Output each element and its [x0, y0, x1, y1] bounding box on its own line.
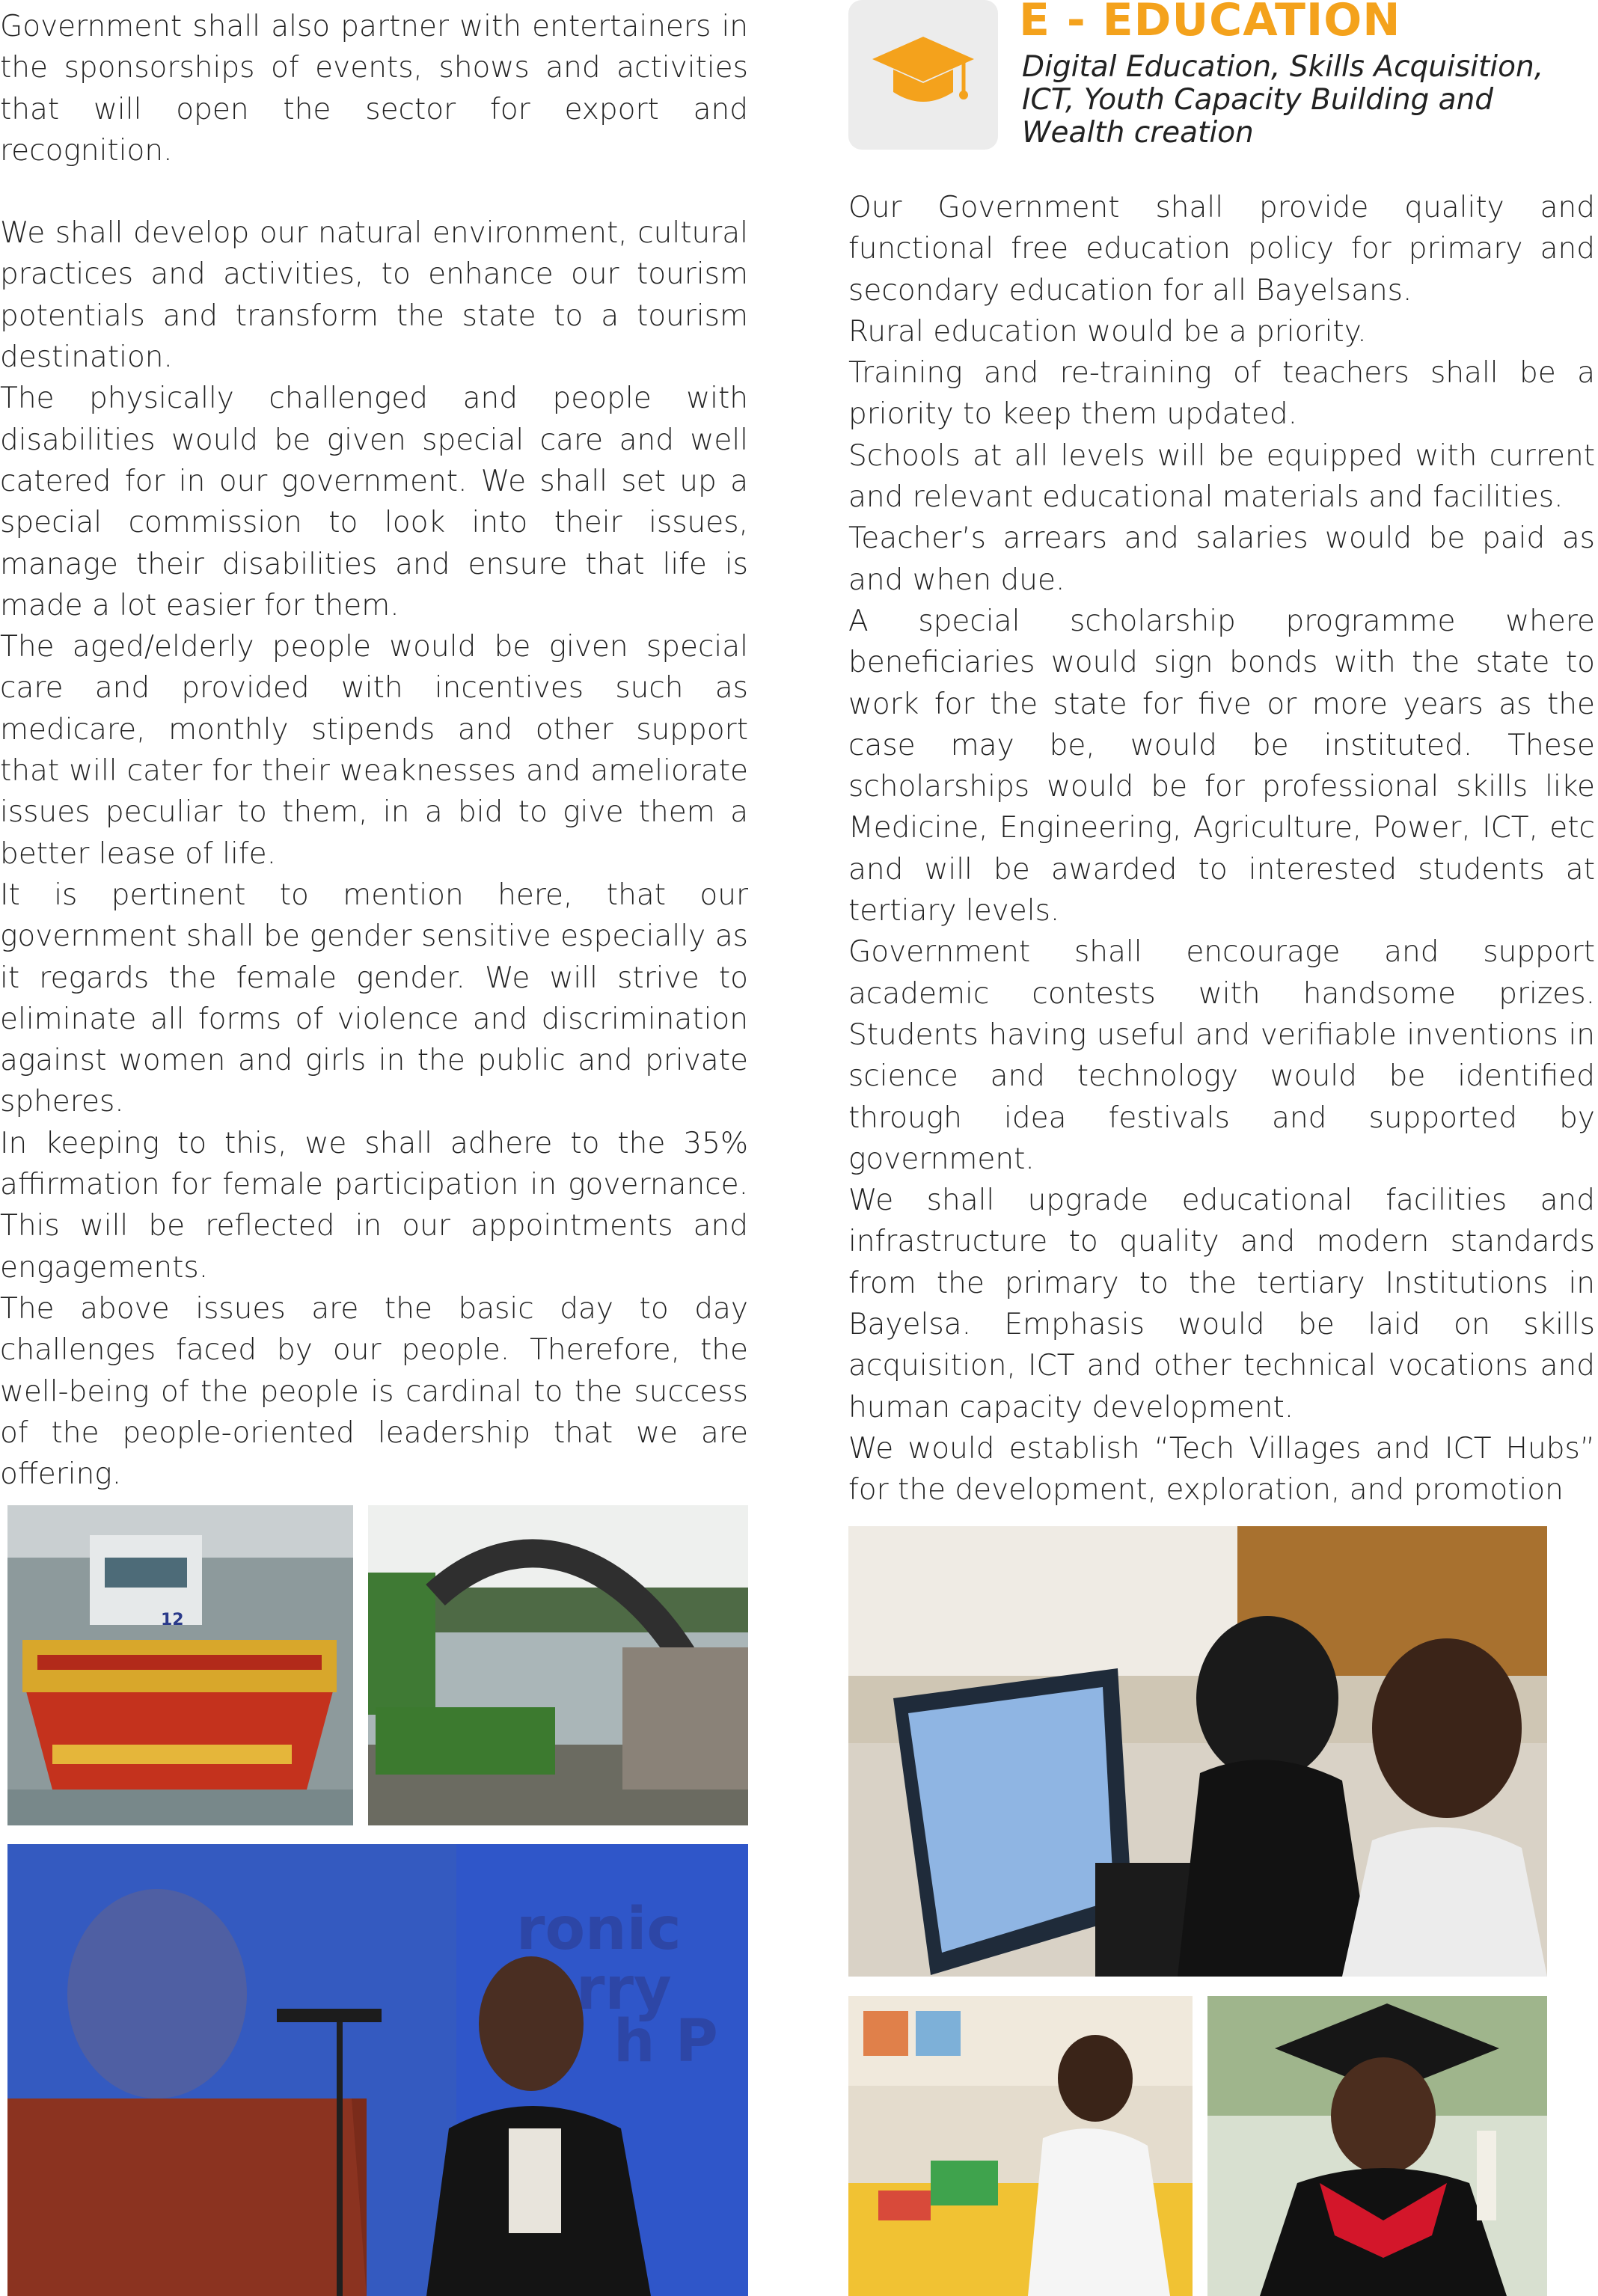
right-column [848, 187, 1595, 1511]
paragraph-wellbeing: The above issues are the basic day to day challenges faced by our people. Therefore, the well-being of the people is cardinal to the success of the people-oriented leadership that we are offering. [0, 1291, 748, 1492]
paragraph-gender: It is pertinent to mention here, that our government shall be gender sensitive especially as it regards the female gender. We will strive to eliminate all forms of violence and discrimination against women and girls in the public and private spheres. [0, 878, 748, 1119]
woman-speaker-photo [7, 1844, 748, 2296]
left-column [0, 6, 748, 1495]
paragraph-rural-education: Rural education would be a priority. [848, 314, 1367, 349]
banner-text-1: ronic [516, 1896, 682, 1963]
paragraph-tech-villages: We would establish “Tech Villages and ICT Hubs” for the development, exploration, and promotion [848, 1431, 1595, 1507]
banner-text-3: h P [613, 2008, 718, 2075]
section-title: E - EDUCATION [1019, 0, 1401, 46]
section-subtitle: Digital Education, Skills Acquisition, ICT, Youth Capacity Building and Wealth creation [1022, 50, 1544, 150]
children-classroom-photo [848, 1996, 1193, 2296]
boat-number: 12 [161, 1611, 184, 1629]
paragraph-elderly: The aged/elderly people would be given special care and provided with incentives such as medicare, monthly stipends and other support that will cater for their weaknesses and ameliorate issues peculiar to them, in a bid to give them a better lease of life. [0, 630, 748, 871]
paragraph-entertainment: Government shall also partner with entertainers in the sponsorships of events, shows and activities that will open the sector for export and recognition. [0, 10, 748, 168]
paragraph-disabilities: The physically challenged and people with disabilities would be given special care and well catered for in our government. We shall set up a special commission to look into their issues, manage their disabilities and ensure that life is made a lot easier for them. [0, 382, 748, 622]
paragraph-teacher-salaries: Teacher’s arrears and salaries would be paid as and when due. [848, 521, 1595, 597]
paragraph-facilities-upgrade: We shall upgrade educational facilities and infrastructure to quality and modern standards from the primary to the tertiary Institutions in Bayelsa. Emphasis would be laid on skills acquisition, ICT and other technical vocations and human capacity development. [848, 1184, 1595, 1424]
paragraph-teacher-training: Training and re-training of teachers shall be a priority to keep them updated. [848, 356, 1595, 432]
graduation-cap-icon [871, 34, 976, 116]
paragraph-affirmation: In keeping to this, we shall adhere to the 35% affirmation for female participation in governance. This will be reflected in our appointments and engagements. [0, 1126, 748, 1285]
dredging-machine-photo [368, 1505, 748, 1825]
paragraph-tourism: We shall develop our natural environment, cultural practices and activities, to enhance our tourism potentials and transform the state to a tourism destination. [0, 216, 748, 375]
paragraph-free-education: Our Government shall provide quality and functional free education policy for primary and secondary education for all Bayelsans. [848, 191, 1595, 307]
education-icon-box [848, 0, 998, 150]
banner-text-2: rry [576, 1956, 672, 2023]
students-at-computer-photo [848, 1526, 1547, 1977]
graduate-photo [1207, 1996, 1547, 2296]
boat-regatta-photo [7, 1505, 353, 1825]
paragraph-academic-contests: Government shall encourage and support academic contests with handsome prizes. Students having useful and verifiable inventions in science and technology would be identified through idea festivals and supported by government. [848, 935, 1595, 1176]
paragraph-school-equipment: Schools at all levels will be equipped with current and relevant educational materials and facilities. [848, 438, 1595, 515]
paragraph-scholarship: A special scholarship programme where beneficiaries would sign bonds with the state to work for the state for five or more years as the case may be, would be instituted. These scholarships would be for professional skills like Medicine, Engineering, Agriculture, Power, ICT, etc and will be awarded to interested students at tertiary levels. [848, 604, 1595, 928]
